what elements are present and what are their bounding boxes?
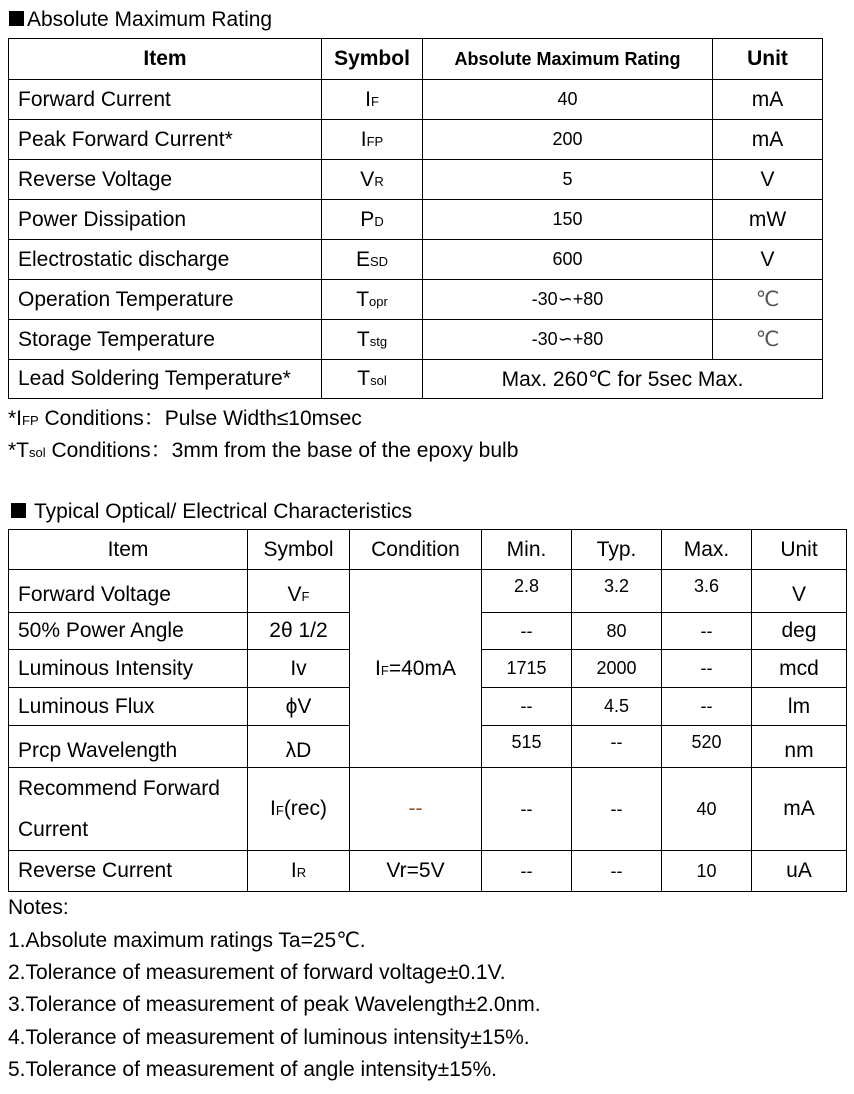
table-header-row (9, 39, 823, 80)
row-unit: mcd (752, 650, 847, 688)
table-row (9, 280, 823, 320)
row-symbol: ϕV (248, 688, 350, 726)
row-min: -- (482, 688, 572, 726)
section1-title: Absolute Maximum Rating (9, 8, 272, 32)
table-row (9, 200, 823, 240)
row-item: Luminous Flux (9, 688, 248, 726)
table-row (9, 570, 847, 613)
header-max: Max. (662, 530, 752, 570)
row-item: Storage Temperature (9, 320, 322, 360)
table-row (9, 360, 823, 399)
table-row (9, 120, 823, 160)
row-max: 3.6 (662, 570, 752, 613)
header-item: Item (9, 39, 322, 80)
row-rating: 200 (423, 120, 713, 160)
notes-title: Notes: (8, 896, 69, 919)
row-max: 40 (662, 768, 752, 851)
note-item: 2.Tolerance of measurement of forward voltage±0.1V. (8, 961, 506, 984)
header-rating: Absolute Maximum Rating (423, 39, 713, 80)
row-symbol: ESD (322, 240, 423, 280)
footnote-ifp: *IFP Conditions：Pulse Width≤10msec (8, 407, 362, 430)
section2-title: Typical Optical/ Electrical Characteristics (11, 500, 412, 524)
table-row (9, 80, 823, 120)
row-unit: ℃ (713, 320, 823, 360)
row-symbol: 2θ 1/2 (248, 613, 350, 650)
header-symbol: Symbol (248, 530, 350, 570)
table-header-row (9, 530, 847, 570)
row-unit: mA (752, 768, 847, 851)
condition-merged: IF=40mA (350, 570, 482, 768)
header-unit: Unit (752, 530, 847, 570)
row-item: Peak Forward Current* (9, 120, 322, 160)
row-symbol: IFP (322, 120, 423, 160)
row-max: -- (662, 613, 752, 650)
row-symbol: IF(rec) (248, 768, 350, 851)
row-typ: 4.5 (572, 688, 662, 726)
row-rating: -30∽+80 (423, 320, 713, 360)
row-typ: -- (572, 726, 662, 768)
note-item: 1.Absolute maximum ratings Ta=25℃. (8, 929, 366, 952)
header-symbol: Symbol (322, 39, 423, 80)
row-symbol: VR (322, 160, 423, 200)
row-item: Reverse Voltage (9, 160, 322, 200)
row-min: -- (482, 613, 572, 650)
row-symbol: PD (322, 200, 423, 240)
header-unit: Unit (713, 39, 823, 80)
row-min: -- (482, 851, 572, 892)
note-item: 4.Tolerance of measurement of luminous intensity±15%. (8, 1026, 530, 1049)
row-condition: Vr=5V (350, 851, 482, 892)
table-row (9, 160, 823, 200)
row-item: Forward Voltage (9, 570, 248, 613)
row-unit: V (713, 160, 823, 200)
square-bullet-icon (9, 11, 24, 26)
header-item: Item (9, 530, 248, 570)
row-min: 515 (482, 726, 572, 768)
row-item: Prcp Wavelength (9, 726, 248, 768)
row-rating: 150 (423, 200, 713, 240)
table-row (9, 851, 847, 892)
row-item: Lead Soldering Temperature* (9, 360, 322, 399)
row-symbol: IF (322, 80, 423, 120)
table-row (9, 768, 847, 851)
optical-electrical-table (8, 529, 847, 892)
row-max: 520 (662, 726, 752, 768)
header-condition: Condition (350, 530, 482, 570)
row-symbol: λD (248, 726, 350, 768)
row-symbol: VF (248, 570, 350, 613)
row-typ: -- (572, 768, 662, 851)
row-symbol: Tstg (322, 320, 423, 360)
row-typ: 3.2 (572, 570, 662, 613)
row-item: Operation Temperature (9, 280, 322, 320)
row-rating: 600 (423, 240, 713, 280)
row-item: 50% Power Angle (9, 613, 248, 650)
row-rating: 5 (423, 160, 713, 200)
note-item: 3.Tolerance of measurement of peak Wavelength±2.0nm. (8, 993, 541, 1016)
row-symbol: Tsol (322, 360, 423, 399)
row-typ: 80 (572, 613, 662, 650)
row-unit: deg (752, 613, 847, 650)
row-item: Recommend Forward Current (9, 768, 248, 851)
row-unit: V (713, 240, 823, 280)
row-min: 1715 (482, 650, 572, 688)
row-item: Power Dissipation (9, 200, 322, 240)
row-rating-merged: Max. 260℃ for 5sec Max. (423, 360, 823, 399)
row-max: -- (662, 650, 752, 688)
footnote-tsol: *Tsol Conditions：3mm from the base of the epoxy bulb (8, 439, 519, 462)
row-unit: nm (752, 726, 847, 768)
note-item: 5.Tolerance of measurement of angle intensity±15%. (8, 1058, 497, 1081)
square-bullet-icon (11, 503, 26, 518)
row-rating: 40 (423, 80, 713, 120)
row-unit: lm (752, 688, 847, 726)
row-item: Forward Current (9, 80, 322, 120)
row-unit: uA (752, 851, 847, 892)
row-item: Luminous Intensity (9, 650, 248, 688)
row-item: Reverse Current (9, 851, 248, 892)
header-min: Min. (482, 530, 572, 570)
header-typ: Typ. (572, 530, 662, 570)
row-unit: mA (713, 120, 823, 160)
row-rating: -30∽+80 (423, 280, 713, 320)
row-item: Electrostatic discharge (9, 240, 322, 280)
row-unit: mA (713, 80, 823, 120)
row-unit: ℃ (713, 280, 823, 320)
absolute-max-rating-table (8, 38, 823, 399)
row-min: 2.8 (482, 570, 572, 613)
row-max: 10 (662, 851, 752, 892)
row-symbol: Topr (322, 280, 423, 320)
row-symbol: IR (248, 851, 350, 892)
row-typ: 2000 (572, 650, 662, 688)
row-min: -- (482, 768, 572, 851)
table-row (9, 240, 823, 280)
row-unit: mW (713, 200, 823, 240)
row-condition: -- (350, 768, 482, 851)
row-typ: -- (572, 851, 662, 892)
row-symbol: Iv (248, 650, 350, 688)
row-unit: V (752, 570, 847, 613)
row-max: -- (662, 688, 752, 726)
table-row (9, 320, 823, 360)
